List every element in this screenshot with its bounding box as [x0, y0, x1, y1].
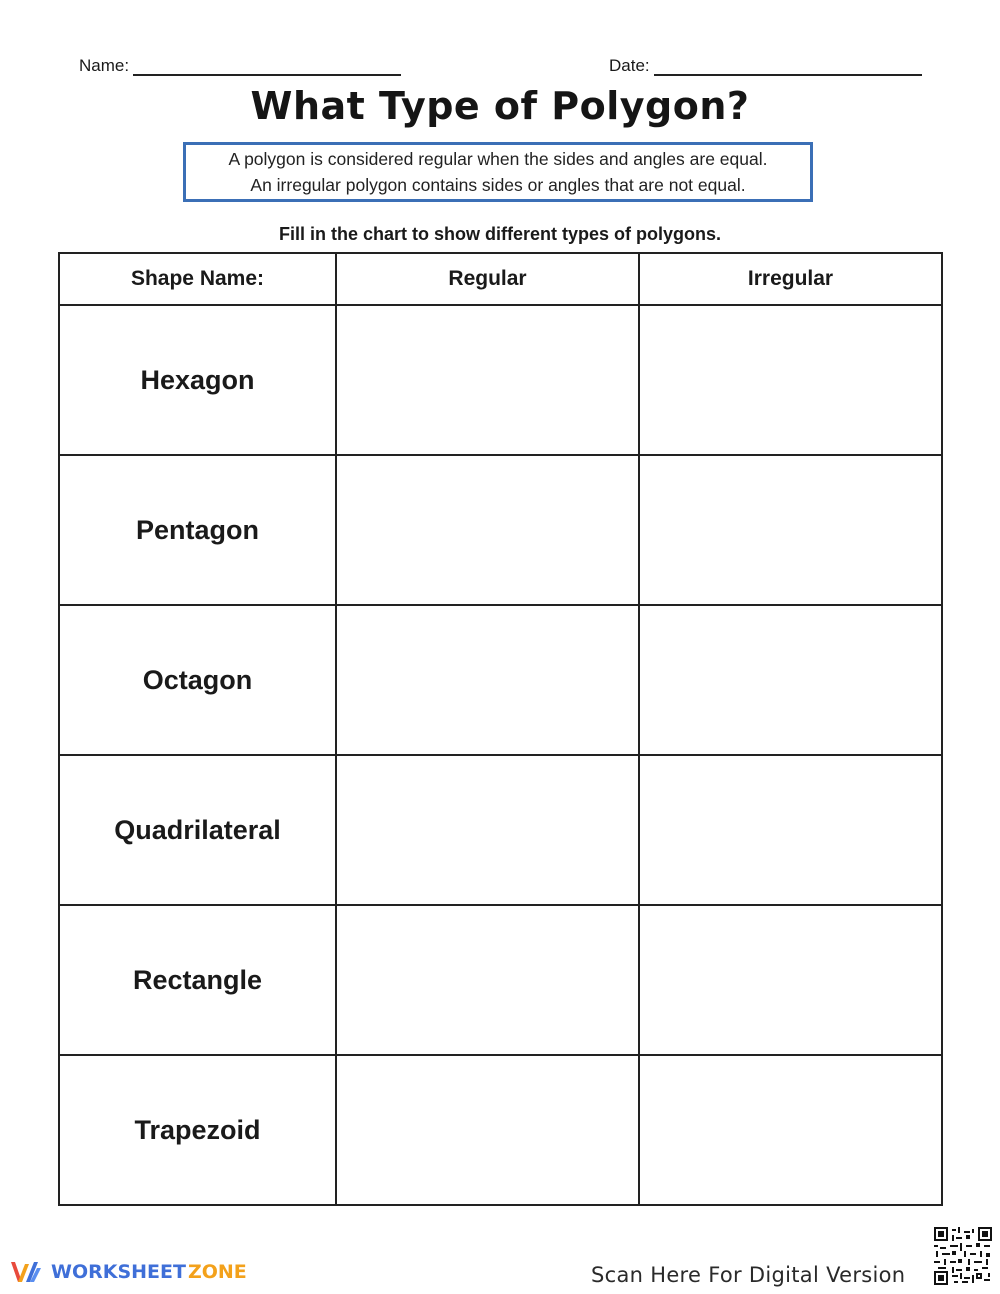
regular-cell[interactable] — [336, 305, 639, 455]
brand-name-part2: ZONE — [187, 1261, 247, 1283]
brand-logo[interactable] — [9, 1258, 247, 1286]
name-label: Name: — [79, 56, 130, 75]
table-row — [59, 455, 942, 605]
irregular-cell[interactable] — [639, 605, 942, 755]
date-field[interactable] — [609, 54, 922, 76]
irregular-cell[interactable] — [639, 455, 942, 605]
date-label: Date: — [609, 56, 650, 75]
irregular-cell[interactable] — [639, 905, 942, 1055]
shape-name-cell: Rectangle — [59, 905, 336, 1055]
brand-name-part1: WORKSHEET — [51, 1261, 186, 1283]
definition-line-2: An irregular polygon contains sides or angles that are not equal. — [250, 175, 746, 195]
regular-cell[interactable] — [336, 455, 639, 605]
irregular-cell[interactable] — [639, 305, 942, 455]
scan-instruction: Scan Here For Digital Version — [591, 1263, 906, 1287]
header-shape-name: Shape Name: — [59, 253, 336, 305]
table-row — [59, 305, 942, 455]
regular-cell[interactable] — [336, 755, 639, 905]
polygon-chart — [58, 252, 943, 1206]
table-row — [59, 755, 942, 905]
irregular-cell[interactable] — [639, 755, 942, 905]
worksheetzone-logo-icon — [9, 1258, 45, 1286]
page-title: What Type of Polygon? — [250, 84, 750, 128]
qr-code-icon[interactable] — [934, 1227, 992, 1285]
table-row — [59, 905, 942, 1055]
name-line[interactable] — [133, 54, 401, 76]
regular-cell[interactable] — [336, 1055, 639, 1205]
regular-cell[interactable] — [336, 905, 639, 1055]
name-field[interactable] — [79, 54, 401, 76]
table-row — [59, 605, 942, 755]
definition-line-1: A polygon is considered regular when the sides and angles are equal. — [228, 149, 768, 169]
shape-name-cell: Quadrilateral — [59, 755, 336, 905]
definition-box — [183, 142, 813, 202]
shape-name-cell: Trapezoid — [59, 1055, 336, 1205]
shape-name-cell: Hexagon — [59, 305, 336, 455]
instruction-text: Fill in the chart to show different types of polygons. — [278, 224, 722, 244]
regular-cell[interactable] — [336, 605, 639, 755]
header-irregular: Irregular — [639, 253, 942, 305]
table-row — [59, 1055, 942, 1205]
table-header-row — [59, 253, 942, 305]
date-line[interactable] — [654, 54, 922, 76]
header-regular: Regular — [336, 253, 639, 305]
shape-name-cell: Octagon — [59, 605, 336, 755]
irregular-cell[interactable] — [639, 1055, 942, 1205]
shape-name-cell: Pentagon — [59, 455, 336, 605]
